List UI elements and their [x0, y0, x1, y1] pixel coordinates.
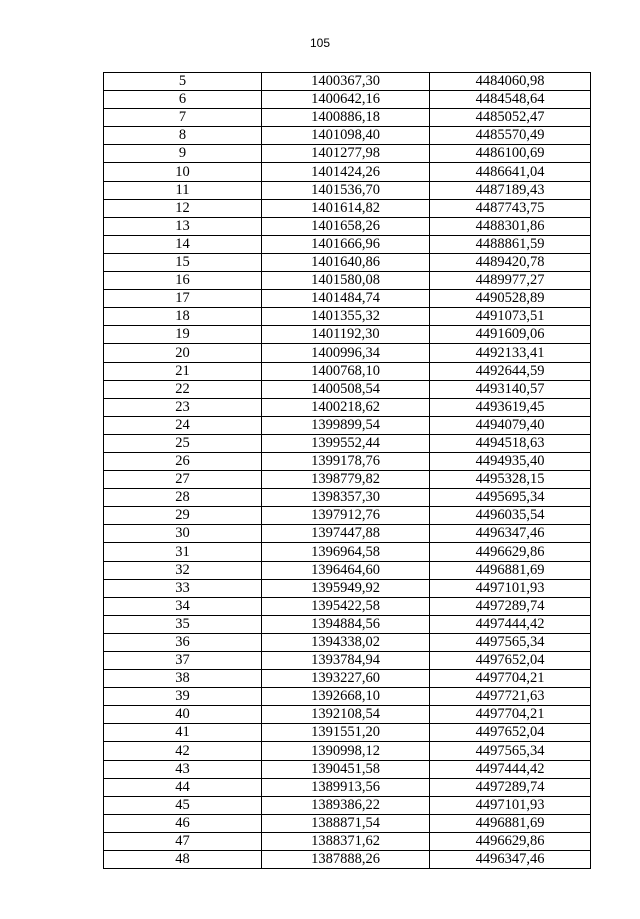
y-coordinate-cell: 4496881,69: [430, 814, 591, 832]
point-number-cell: 12: [104, 199, 262, 217]
table-row: [104, 398, 591, 416]
table-row: [104, 181, 591, 199]
y-coordinate-cell: 4497652,04: [430, 724, 591, 742]
table-row: [104, 452, 591, 470]
y-coordinate-cell: 4497101,93: [430, 579, 591, 597]
x-coordinate-cell: 1400218,62: [262, 398, 430, 416]
x-coordinate-cell: 1397447,88: [262, 525, 430, 543]
x-coordinate-cell: 1394884,56: [262, 615, 430, 633]
point-number-cell: 21: [104, 362, 262, 380]
y-coordinate-cell: 4496629,86: [430, 832, 591, 850]
y-coordinate-cell: 4491609,06: [430, 326, 591, 344]
x-coordinate-cell: 1400508,54: [262, 380, 430, 398]
y-coordinate-cell: 4497565,34: [430, 742, 591, 760]
table-row: [104, 742, 591, 760]
x-coordinate-cell: 1396964,58: [262, 543, 430, 561]
x-coordinate-cell: 1389386,22: [262, 796, 430, 814]
point-number-cell: 34: [104, 597, 262, 615]
table-row: [104, 724, 591, 742]
x-coordinate-cell: 1401614,82: [262, 199, 430, 217]
y-coordinate-cell: 4497704,21: [430, 706, 591, 724]
point-number-cell: 24: [104, 416, 262, 434]
table-row: [104, 579, 591, 597]
y-coordinate-cell: 4497444,42: [430, 615, 591, 633]
table-row: [104, 670, 591, 688]
point-number-cell: 36: [104, 633, 262, 651]
y-coordinate-cell: 4493140,57: [430, 380, 591, 398]
point-number-cell: 7: [104, 109, 262, 127]
y-coordinate-cell: 4485052,47: [430, 109, 591, 127]
y-coordinate-cell: 4489977,27: [430, 272, 591, 290]
y-coordinate-cell: 4485570,49: [430, 127, 591, 145]
point-number-cell: 46: [104, 814, 262, 832]
table-row: [104, 832, 591, 850]
point-number-cell: 16: [104, 272, 262, 290]
point-number-cell: 22: [104, 380, 262, 398]
x-coordinate-cell: 1401424,26: [262, 163, 430, 181]
x-coordinate-cell: 1387888,26: [262, 851, 430, 869]
table-row: [104, 851, 591, 869]
table-row: [104, 633, 591, 651]
y-coordinate-cell: 4497704,21: [430, 670, 591, 688]
y-coordinate-cell: 4488861,59: [430, 235, 591, 253]
y-coordinate-cell: 4497652,04: [430, 652, 591, 670]
x-coordinate-cell: 1388371,62: [262, 832, 430, 850]
y-coordinate-cell: 4496035,54: [430, 507, 591, 525]
point-number-cell: 39: [104, 688, 262, 706]
x-coordinate-cell: 1388871,54: [262, 814, 430, 832]
y-coordinate-cell: 4492644,59: [430, 362, 591, 380]
point-number-cell: 35: [104, 615, 262, 633]
y-coordinate-cell: 4486100,69: [430, 145, 591, 163]
y-coordinate-cell: 4496881,69: [430, 561, 591, 579]
table-row: [104, 597, 591, 615]
point-number-cell: 23: [104, 398, 262, 416]
table-row: [104, 416, 591, 434]
x-coordinate-cell: 1401640,86: [262, 253, 430, 271]
table-row: [104, 380, 591, 398]
x-coordinate-cell: 1390998,12: [262, 742, 430, 760]
point-number-cell: 20: [104, 344, 262, 362]
point-number-cell: 27: [104, 471, 262, 489]
x-coordinate-cell: 1401098,40: [262, 127, 430, 145]
point-number-cell: 40: [104, 706, 262, 724]
table-row: [104, 760, 591, 778]
y-coordinate-cell: 4497565,34: [430, 633, 591, 651]
x-coordinate-cell: 1400886,18: [262, 109, 430, 127]
x-coordinate-cell: 1392108,54: [262, 706, 430, 724]
x-coordinate-cell: 1398779,82: [262, 471, 430, 489]
x-coordinate-cell: 1395949,92: [262, 579, 430, 597]
page-number: 105: [309, 36, 331, 50]
point-number-cell: 33: [104, 579, 262, 597]
point-number-cell: 41: [104, 724, 262, 742]
point-number-cell: 19: [104, 326, 262, 344]
table-row: [104, 434, 591, 452]
table-row: [104, 489, 591, 507]
point-number-cell: 44: [104, 778, 262, 796]
y-coordinate-cell: 4496347,46: [430, 525, 591, 543]
y-coordinate-cell: 4493619,45: [430, 398, 591, 416]
table-row: [104, 199, 591, 217]
point-number-cell: 25: [104, 434, 262, 452]
table-row: [104, 561, 591, 579]
x-coordinate-cell: 1401192,30: [262, 326, 430, 344]
point-number-cell: 45: [104, 796, 262, 814]
point-number-cell: 18: [104, 308, 262, 326]
y-coordinate-cell: 4494079,40: [430, 416, 591, 434]
y-coordinate-cell: 4486641,04: [430, 163, 591, 181]
x-coordinate-cell: 1401484,74: [262, 290, 430, 308]
table-row: [104, 796, 591, 814]
y-coordinate-cell: 4484548,64: [430, 91, 591, 109]
point-number-cell: 6: [104, 91, 262, 109]
table-row: [104, 778, 591, 796]
x-coordinate-cell: 1401580,08: [262, 272, 430, 290]
table-row: [104, 163, 591, 181]
coordinates-table: [103, 72, 591, 869]
point-number-cell: 32: [104, 561, 262, 579]
table-row: [104, 91, 591, 109]
x-coordinate-cell: 1391551,20: [262, 724, 430, 742]
y-coordinate-cell: 4490528,89: [430, 290, 591, 308]
x-coordinate-cell: 1393784,94: [262, 652, 430, 670]
table-row: [104, 145, 591, 163]
y-coordinate-cell: 4496629,86: [430, 543, 591, 561]
table-row: [104, 217, 591, 235]
table-row: [104, 253, 591, 271]
point-number-cell: 14: [104, 235, 262, 253]
point-number-cell: 26: [104, 452, 262, 470]
x-coordinate-cell: 1396464,60: [262, 561, 430, 579]
y-coordinate-cell: 4495328,15: [430, 471, 591, 489]
table-row: [104, 543, 591, 561]
x-coordinate-cell: 1389913,56: [262, 778, 430, 796]
x-coordinate-cell: 1394338,02: [262, 633, 430, 651]
x-coordinate-cell: 1392668,10: [262, 688, 430, 706]
y-coordinate-cell: 4495695,34: [430, 489, 591, 507]
point-number-cell: 9: [104, 145, 262, 163]
table-row: [104, 127, 591, 145]
table-row: [104, 525, 591, 543]
y-coordinate-cell: 4494935,40: [430, 452, 591, 470]
x-coordinate-cell: 1401666,96: [262, 235, 430, 253]
point-number-cell: 11: [104, 181, 262, 199]
x-coordinate-cell: 1400996,34: [262, 344, 430, 362]
y-coordinate-cell: 4491073,51: [430, 308, 591, 326]
x-coordinate-cell: 1399899,54: [262, 416, 430, 434]
x-coordinate-cell: 1395422,58: [262, 597, 430, 615]
point-number-cell: 28: [104, 489, 262, 507]
x-coordinate-cell: 1399552,44: [262, 434, 430, 452]
table-row: [104, 362, 591, 380]
table-row: [104, 471, 591, 489]
point-number-cell: 29: [104, 507, 262, 525]
table-row: [104, 688, 591, 706]
table-row: [104, 73, 591, 91]
y-coordinate-cell: 4494518,63: [430, 434, 591, 452]
y-coordinate-cell: 4497101,93: [430, 796, 591, 814]
x-coordinate-cell: 1401355,32: [262, 308, 430, 326]
table-row: [104, 507, 591, 525]
y-coordinate-cell: 4487743,75: [430, 199, 591, 217]
point-number-cell: 15: [104, 253, 262, 271]
x-coordinate-cell: 1401658,26: [262, 217, 430, 235]
point-number-cell: 38: [104, 670, 262, 688]
point-number-cell: 13: [104, 217, 262, 235]
table-row: [104, 615, 591, 633]
table-row: [104, 272, 591, 290]
y-coordinate-cell: 4497289,74: [430, 778, 591, 796]
y-coordinate-cell: 4497289,74: [430, 597, 591, 615]
point-number-cell: 47: [104, 832, 262, 850]
point-number-cell: 43: [104, 760, 262, 778]
coordinates-table-body: [104, 73, 591, 869]
x-coordinate-cell: 1390451,58: [262, 760, 430, 778]
y-coordinate-cell: 4489420,78: [430, 253, 591, 271]
table-row: [104, 290, 591, 308]
x-coordinate-cell: 1400768,10: [262, 362, 430, 380]
y-coordinate-cell: 4492133,41: [430, 344, 591, 362]
table-row: [104, 814, 591, 832]
x-coordinate-cell: 1393227,60: [262, 670, 430, 688]
x-coordinate-cell: 1398357,30: [262, 489, 430, 507]
y-coordinate-cell: 4487189,43: [430, 181, 591, 199]
point-number-cell: 10: [104, 163, 262, 181]
point-number-cell: 48: [104, 851, 262, 869]
table-row: [104, 706, 591, 724]
point-number-cell: 8: [104, 127, 262, 145]
table-row: [104, 308, 591, 326]
point-number-cell: 42: [104, 742, 262, 760]
y-coordinate-cell: 4496347,46: [430, 851, 591, 869]
y-coordinate-cell: 4488301,86: [430, 217, 591, 235]
x-coordinate-cell: 1399178,76: [262, 452, 430, 470]
y-coordinate-cell: 4497721,63: [430, 688, 591, 706]
table-row: [104, 109, 591, 127]
x-coordinate-cell: 1401277,98: [262, 145, 430, 163]
x-coordinate-cell: 1400642,16: [262, 91, 430, 109]
table-row: [104, 326, 591, 344]
y-coordinate-cell: 4497444,42: [430, 760, 591, 778]
x-coordinate-cell: 1400367,30: [262, 73, 430, 91]
x-coordinate-cell: 1401536,70: [262, 181, 430, 199]
point-number-cell: 30: [104, 525, 262, 543]
point-number-cell: 17: [104, 290, 262, 308]
table-row: [104, 344, 591, 362]
table-row: [104, 652, 591, 670]
point-number-cell: 37: [104, 652, 262, 670]
table-row: [104, 235, 591, 253]
y-coordinate-cell: 4484060,98: [430, 73, 591, 91]
x-coordinate-cell: 1397912,76: [262, 507, 430, 525]
point-number-cell: 31: [104, 543, 262, 561]
point-number-cell: 5: [104, 73, 262, 91]
